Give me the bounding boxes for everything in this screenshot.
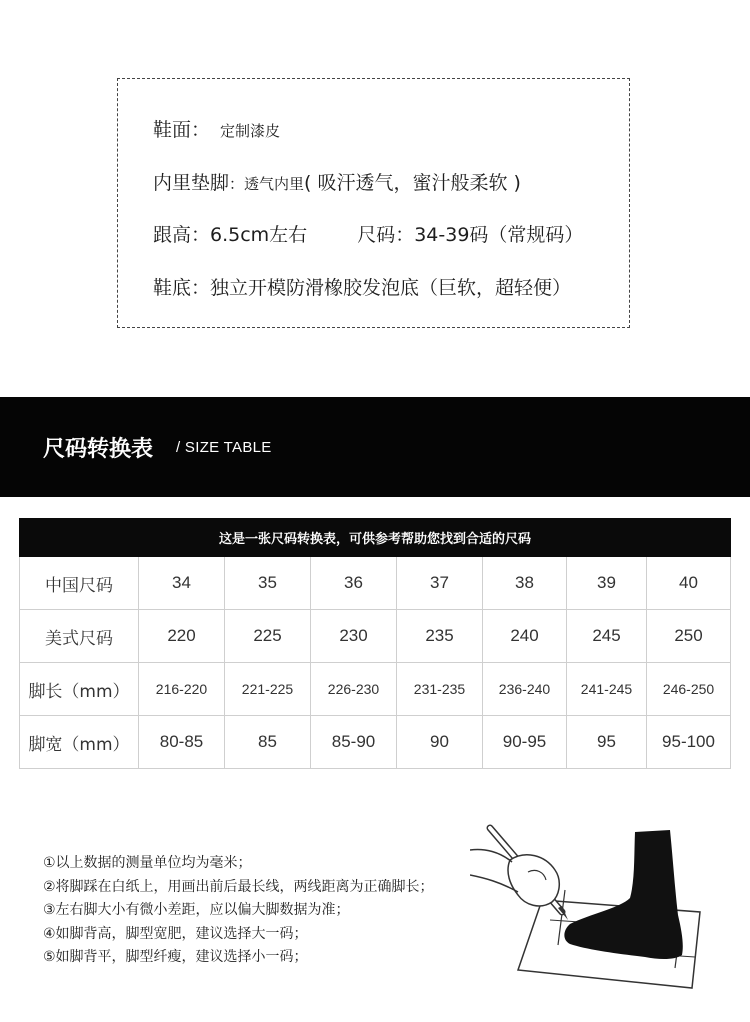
table-cell: 90-95: [483, 716, 567, 769]
row-header: 中国尺码: [20, 557, 139, 610]
table-cell: 226-230: [311, 663, 397, 716]
table-cell: 35: [225, 557, 311, 610]
row-header: 脚长（mm）: [20, 663, 139, 716]
table-cell: 231-235: [397, 663, 483, 716]
note-item: ④如脚背高，脚型宽肥，建议选择大一码；: [43, 925, 308, 942]
table-cell: 235: [397, 610, 483, 663]
size-table-banner: [0, 397, 750, 497]
table-cell: 95-100: [647, 716, 731, 769]
table-cell: 216-220: [139, 663, 225, 716]
row-header: 脚宽（mm）: [20, 716, 139, 769]
table-cell: 236-240: [483, 663, 567, 716]
heel-value: 6.5cm左右: [210, 224, 308, 246]
lining-value: ( 吸汗透气，蜜汁般柔软 ): [304, 172, 521, 194]
table-cell: 221-225: [225, 663, 311, 716]
row-header: 美式尺码: [20, 610, 139, 663]
note-item: ⑤如脚背平，脚型纤瘦，建议选择小一码；: [43, 949, 308, 965]
table-cell: 220: [139, 610, 225, 663]
lining-line: [153, 168, 521, 195]
table-cell: 85: [225, 716, 311, 769]
heel-size-line: [153, 220, 583, 247]
sole-label: 鞋底：: [153, 277, 211, 299]
upper-label: 鞋面：: [153, 119, 211, 141]
lining-value-small: ：透气内里: [229, 175, 305, 193]
size-label: 尺码：: [357, 224, 415, 246]
note-item: ②将脚踩在白纸上，用画出前后最长线，两线距离为正确脚长；: [43, 878, 434, 895]
table-cell: 225: [225, 610, 311, 663]
table-row: [20, 610, 731, 663]
table-cell: 37: [397, 557, 483, 610]
table-cell: 250: [647, 610, 731, 663]
lining-label: 内里垫脚: [153, 172, 230, 194]
table-cell: 246-250: [647, 663, 731, 716]
table-cell: 36: [311, 557, 397, 610]
table-cell: 95: [567, 716, 647, 769]
banner-subtitle: / SIZE TABLE: [176, 439, 272, 456]
banner-title: 尺码转换表: [43, 437, 154, 462]
table-cell: 240: [483, 610, 567, 663]
table-cell: 40: [647, 557, 731, 610]
size-table: [19, 518, 731, 769]
table-cell: 90: [397, 716, 483, 769]
table-cell: 230: [311, 610, 397, 663]
table-cell: 241-245: [567, 663, 647, 716]
table-caption-row: [20, 519, 731, 557]
note-item: ①以上数据的测量单位均为毫米；: [43, 855, 252, 871]
sole-value: 独立开模防滑橡胶发泡底（巨软，超轻便）: [210, 277, 572, 299]
table-cell: 34: [139, 557, 225, 610]
measurement-notes: [43, 852, 434, 970]
table-cell: 80-85: [139, 716, 225, 769]
foot-measuring-icon: [470, 820, 720, 995]
product-info-box: [117, 78, 630, 328]
table-cell: 38: [483, 557, 567, 610]
sole-line: [153, 273, 571, 300]
note-item: ③左右脚大小有微小差距，应以偏大脚数据为准；: [43, 902, 350, 918]
table-cell: 245: [567, 610, 647, 663]
table-cell: 85-90: [311, 716, 397, 769]
size-value: 34-39码（常规码）: [414, 224, 584, 246]
table-row: [20, 557, 731, 610]
upper-value: 定制漆皮: [220, 122, 281, 140]
upper-material-line: [153, 115, 280, 142]
table-row: [20, 663, 731, 716]
table-caption: 这是一张尺码转换表，可供参考帮助您找到合适的尺码: [20, 519, 731, 557]
heel-label: 跟高：: [153, 224, 211, 246]
table-cell: 39: [567, 557, 647, 610]
table-row: [20, 716, 731, 769]
